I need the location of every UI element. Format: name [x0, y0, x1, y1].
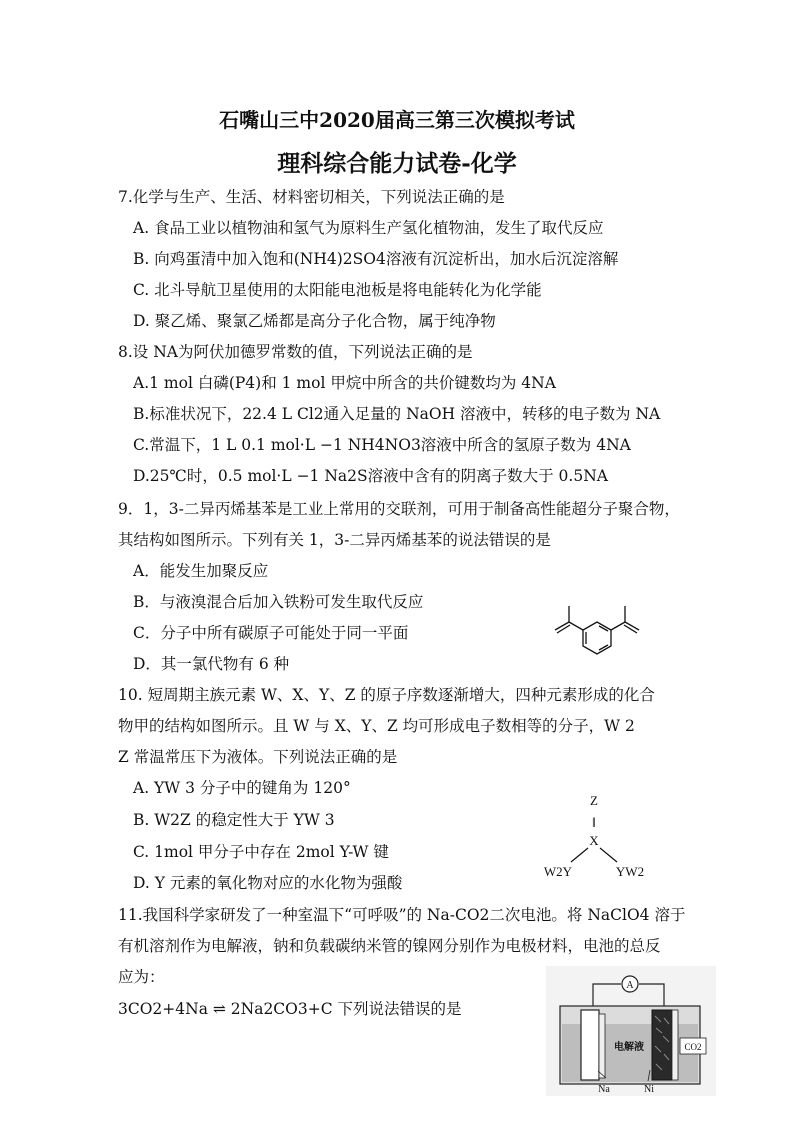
co2-label: CO2 — [684, 1042, 702, 1052]
question-8-option-b: B.标准状况下，22.4 L Cl2通入足量的 NaOH 溶液中，转移的电子数为 NA — [133, 405, 661, 423]
question-10-option-c: C. 1mol 甲分子中存在 2mol Y-W 键 — [133, 843, 389, 861]
ni-electrode-label: Ni — [644, 1084, 654, 1095]
question-11-stem-line-1: 11.我国科学家研发了一种室温下“可呼吸”的 Na-CO2二次电池。将 NaClO4 溶于 — [118, 906, 686, 924]
molecule-structure-figure — [545, 588, 650, 668]
question-8-option-c: C.常温下，1 L 0.1 mol·L −1 NH4NO3溶液中所含的氢原子数为 4NA — [133, 436, 631, 454]
question-8-option-a: A.1 mol 白磷(P4)和 1 mol 甲烷中所含的共价键数均为 4NA — [133, 374, 556, 392]
question-10-option-a: A. YW 3 分子中的键角为 120° — [133, 779, 351, 797]
question-10-stem-line-3: Z 常温常压下为液体。下列说法正确的是 — [118, 748, 398, 766]
question-11-stem-line-2: 有机溶剂作为电解液，钠和负载碳纳米管的镍网分别作为电极材料，电池的总反 — [118, 937, 661, 955]
electrolyte-label: 电解液 — [614, 1042, 644, 1053]
question-9-option-c: C．分子中所有碳原子可能处于同一平面 — [133, 624, 409, 642]
na-electrode-label: Na — [598, 1084, 610, 1095]
question-7-option-d: D. 聚乙烯、聚氯乙烯都是高分子化合物，属于纯净物 — [133, 312, 496, 330]
question-9-option-b: B．与液溴混合后加入铁粉可发生取代反应 — [133, 593, 424, 611]
question-9-option-d: D．其一氯代物有 6 种 — [133, 655, 290, 673]
group-yw2-label: YW2 — [615, 864, 645, 879]
question-10-option-d: D. Y 元素的氧化物对应的水化物为强酸 — [133, 874, 403, 892]
question-9-stem-line-1: 9．1，3-二异丙烯基苯是工业上常用的交联剂，可用于制备高性能超分子聚合物， — [118, 500, 680, 518]
battery-cell-figure — [546, 966, 716, 1096]
question-8-stem: 8.设 NA为阿伏加德罗常数的值，下列说法正确的是 — [118, 343, 473, 361]
question-11-stem-line-4: 3CO2+4Na ⇌ 2Na2CO3+C 下列说法错误的是 — [118, 1000, 462, 1018]
question-10-option-b: B. W2Z 的稳定性大于 YW 3 — [133, 811, 335, 829]
question-7-option-c: C. 北斗导航卫星使用的太阳能电池板是将电能转化为化学能 — [133, 281, 542, 299]
question-9-stem-line-2: 其结构如图所示。下列有关 1，3-二异丙烯基苯的说法错误的是 — [118, 531, 551, 549]
question-10-stem-line-1: 10. 短周期主族元素 W、X、Y、Z 的原子序数逐渐增大，四种元素形成的化合 — [118, 686, 655, 704]
question-7-option-a: A. 食品工业以植物油和氢气为原料生产氢化植物油，发生了取代反应 — [133, 219, 604, 237]
group-w2y-label: W2Y — [543, 864, 573, 879]
question-7-option-b: B. 向鸡蛋清中加入饱和(NH4)2SO4溶液有沉淀析出，加水后沉淀溶解 — [133, 250, 619, 268]
compound-structure-figure — [538, 790, 658, 885]
question-9-option-a: A．能发生加聚反应 — [133, 562, 269, 580]
atom-z-label: Z — [590, 793, 598, 808]
ammeter-label: A — [626, 980, 634, 991]
exam-subtitle: 理科综合能力试卷-化学 — [277, 150, 517, 177]
atom-x-label: X — [589, 833, 599, 848]
exam-title: 石嘴山三中2020届高三第三次模拟考试 — [219, 108, 575, 132]
double-bond-symbol: ‖ — [592, 816, 596, 831]
question-10-stem-line-2: 物甲的结构如图所示。且 W 与 X、Y、Z 均可形成电子数相等的分子，W 2 — [118, 717, 635, 735]
question-7-stem: 7.化学与生产、生活、材料密切相关，下列说法正确的是 — [118, 188, 505, 206]
question-11-stem-line-3: 应为： — [118, 968, 165, 986]
question-8-option-d: D.25℃时，0.5 mol·L −1 Na2S溶液中含有的阴离子数大于 0.5NA — [133, 467, 608, 485]
